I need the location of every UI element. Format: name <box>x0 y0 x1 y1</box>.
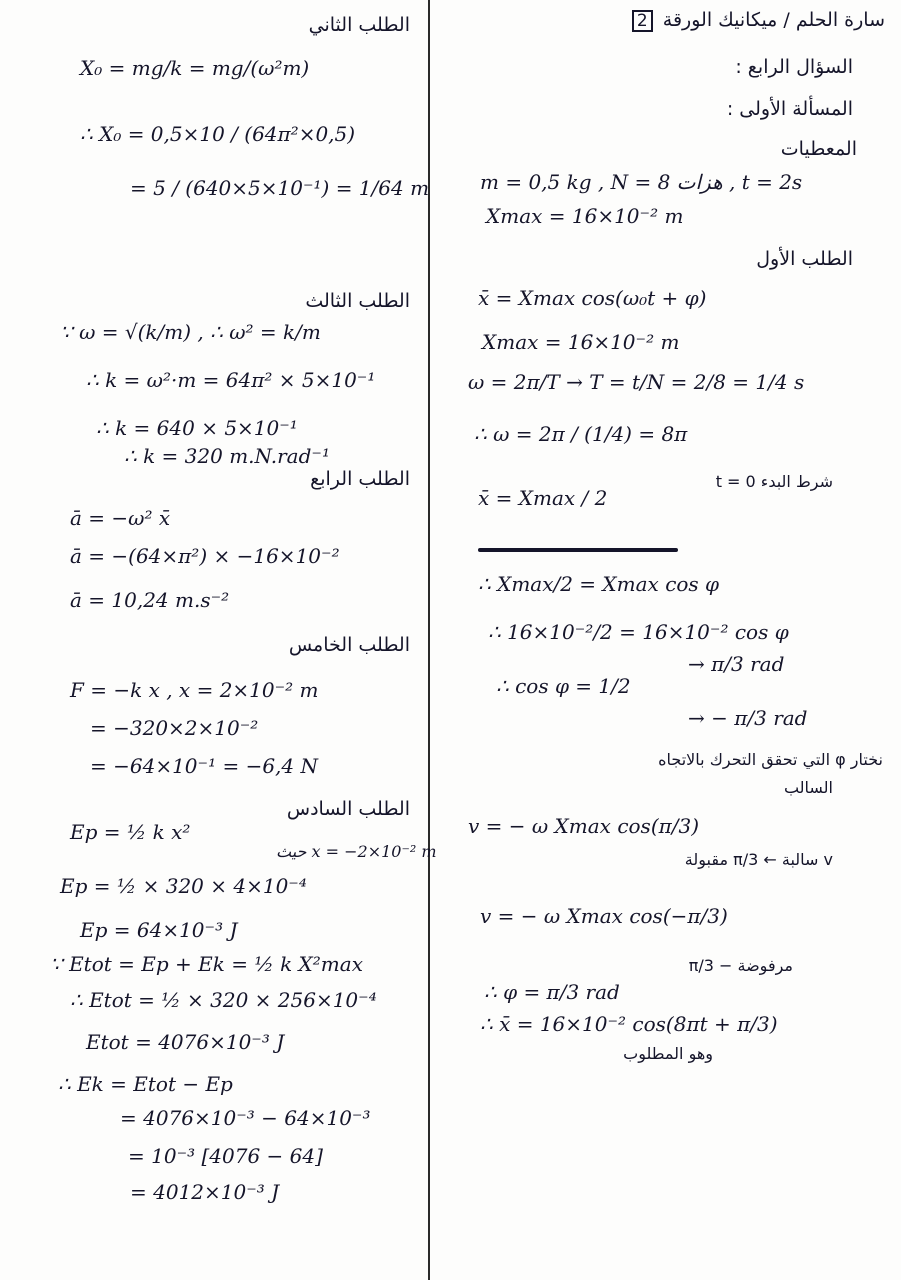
page-number: 2 <box>632 10 653 32</box>
p1-eq6: ∴ Xmax/2 = Xmax cos φ <box>478 572 720 596</box>
p3-eq4: ∴ k = 320 m.N.rad⁻¹ <box>124 444 330 468</box>
part5-title: الطلب الخامس <box>288 634 410 656</box>
givens-title: المعطيات <box>780 138 857 160</box>
p1-eq2: Xmax = 16×10⁻² m <box>482 330 680 354</box>
p6-eq3: Ep = 64×10⁻³ J <box>80 918 238 942</box>
p1-initial-condition: شرط البدء t = 0 <box>715 472 833 491</box>
p1-choose-line1: نختار φ التي تحقق التحرك بالاتجاه <box>658 750 883 769</box>
p5-eq2: = −320×2×10⁻² <box>90 716 259 740</box>
question-title: السؤال الرابع : <box>735 56 853 78</box>
p4-eq2: ā = −(64×π²) × −16×10⁻² <box>70 544 340 568</box>
p6-note: حيث x = −2×10⁻² m <box>276 842 437 861</box>
p5-eq1: F = −k x , x = 2×10⁻² m <box>70 678 319 702</box>
p6-eq10: = 4012×10⁻³ J <box>130 1180 280 1204</box>
p1-eq9: v = − ω Xmax cos(π/3) <box>468 814 700 838</box>
p5-eq3: = −64×10⁻¹ = −6,4 N <box>90 754 318 778</box>
p1-choose-line2: السالب <box>783 778 833 797</box>
problem-title: المسألة الأولى : <box>726 98 853 120</box>
p6-eq9: = 10⁻³ [4076 − 64] <box>128 1144 323 1168</box>
p1-eq3: ω = 2π/T → T = t/N = 2/8 = 1/4 s <box>468 370 805 394</box>
p2-eq1: X₀ = mg/k = mg/(ω²m) <box>80 56 310 80</box>
p2-eq3: = 5 / (640×5×10⁻¹) = 1/64 m <box>130 176 430 200</box>
p3-eq3: ∴ k = 640 × 5×10⁻¹ <box>96 416 298 440</box>
part4-title: الطلب الرابع <box>310 468 410 490</box>
p6-eq1: Ep = ½ k x² <box>70 820 191 844</box>
left-column <box>0 0 437 1280</box>
p1-accept: v سالبة ← π/3 مقبولة <box>684 850 833 869</box>
crossed-out-line <box>478 548 678 552</box>
p2-eq2: ∴ X₀ = 0,5×10 / (64π²×0,5) <box>80 122 356 146</box>
p1-eq4: ∴ ω = 2π / (1/4) = 8π <box>474 422 688 446</box>
p6-eq4: ∵ Etot = Ep + Ek = ½ k X²max <box>50 952 363 976</box>
p1-conclusion: وهو المطلوب <box>623 1044 713 1063</box>
part6-title: الطلب السادس <box>286 798 410 820</box>
givens-line-2: Xmax = 16×10⁻² m <box>486 204 684 228</box>
p1-eq1: x̄ = Xmax cos(ω₀t + φ) <box>478 286 707 310</box>
p6-eq2: Ep = ½ × 320 × 4×10⁻⁴ <box>60 874 307 898</box>
givens-line-1: m = 0,5 kg , N = 8 هزات , t = 2s <box>480 170 803 194</box>
part2-title: الطلب الثاني <box>308 14 410 36</box>
p6-eq6: Etot = 4076×10⁻³ J <box>86 1030 285 1054</box>
page-header <box>628 10 885 32</box>
p1-eq10: v = − ω Xmax cos(−π/3) <box>480 904 728 928</box>
p4-eq1: ā = −ω² x̄ <box>70 506 171 530</box>
p3-eq1: ∵ ω = √(k/m) , ∴ ω² = k/m <box>60 320 321 344</box>
right-column <box>438 0 893 1280</box>
p3-eq2: ∴ k = ω²·m = 64π² × 5×10⁻¹ <box>86 368 376 392</box>
p1-eq8: ∴ cos φ = 1/2 <box>496 674 631 698</box>
p6-eq7: ∴ Ek = Etot − Ep <box>58 1072 233 1096</box>
part3-title: الطلب الثالث <box>305 290 410 312</box>
p6-eq5: ∴ Etot = ½ × 320 × 256×10⁻⁴ <box>70 988 377 1012</box>
p1-eq8a: → π/3 rad <box>688 652 785 676</box>
p1-eq5: x̄ = Xmax / 2 <box>478 486 608 510</box>
part1-title: الطلب الأول <box>756 248 853 270</box>
p1-eq8b: → − π/3 rad <box>688 706 808 730</box>
p4-eq3: ā = 10,24 m.s⁻² <box>70 588 230 612</box>
p1-eq11: ∴ φ = π/3 rad <box>484 980 620 1004</box>
p1-reject: مرفوضة − π/3 <box>688 956 793 975</box>
p1-eq7: ∴ 16×10⁻²/2 = 16×10⁻² cos φ <box>488 620 789 644</box>
header-text: سارة الحلم / ميكانيك الورقة <box>662 9 885 31</box>
p1-eq12: ∴ x̄ = 16×10⁻² cos(8πt + π/3) <box>480 1012 778 1036</box>
p6-eq8: = 4076×10⁻³ − 64×10⁻³ <box>120 1106 371 1130</box>
